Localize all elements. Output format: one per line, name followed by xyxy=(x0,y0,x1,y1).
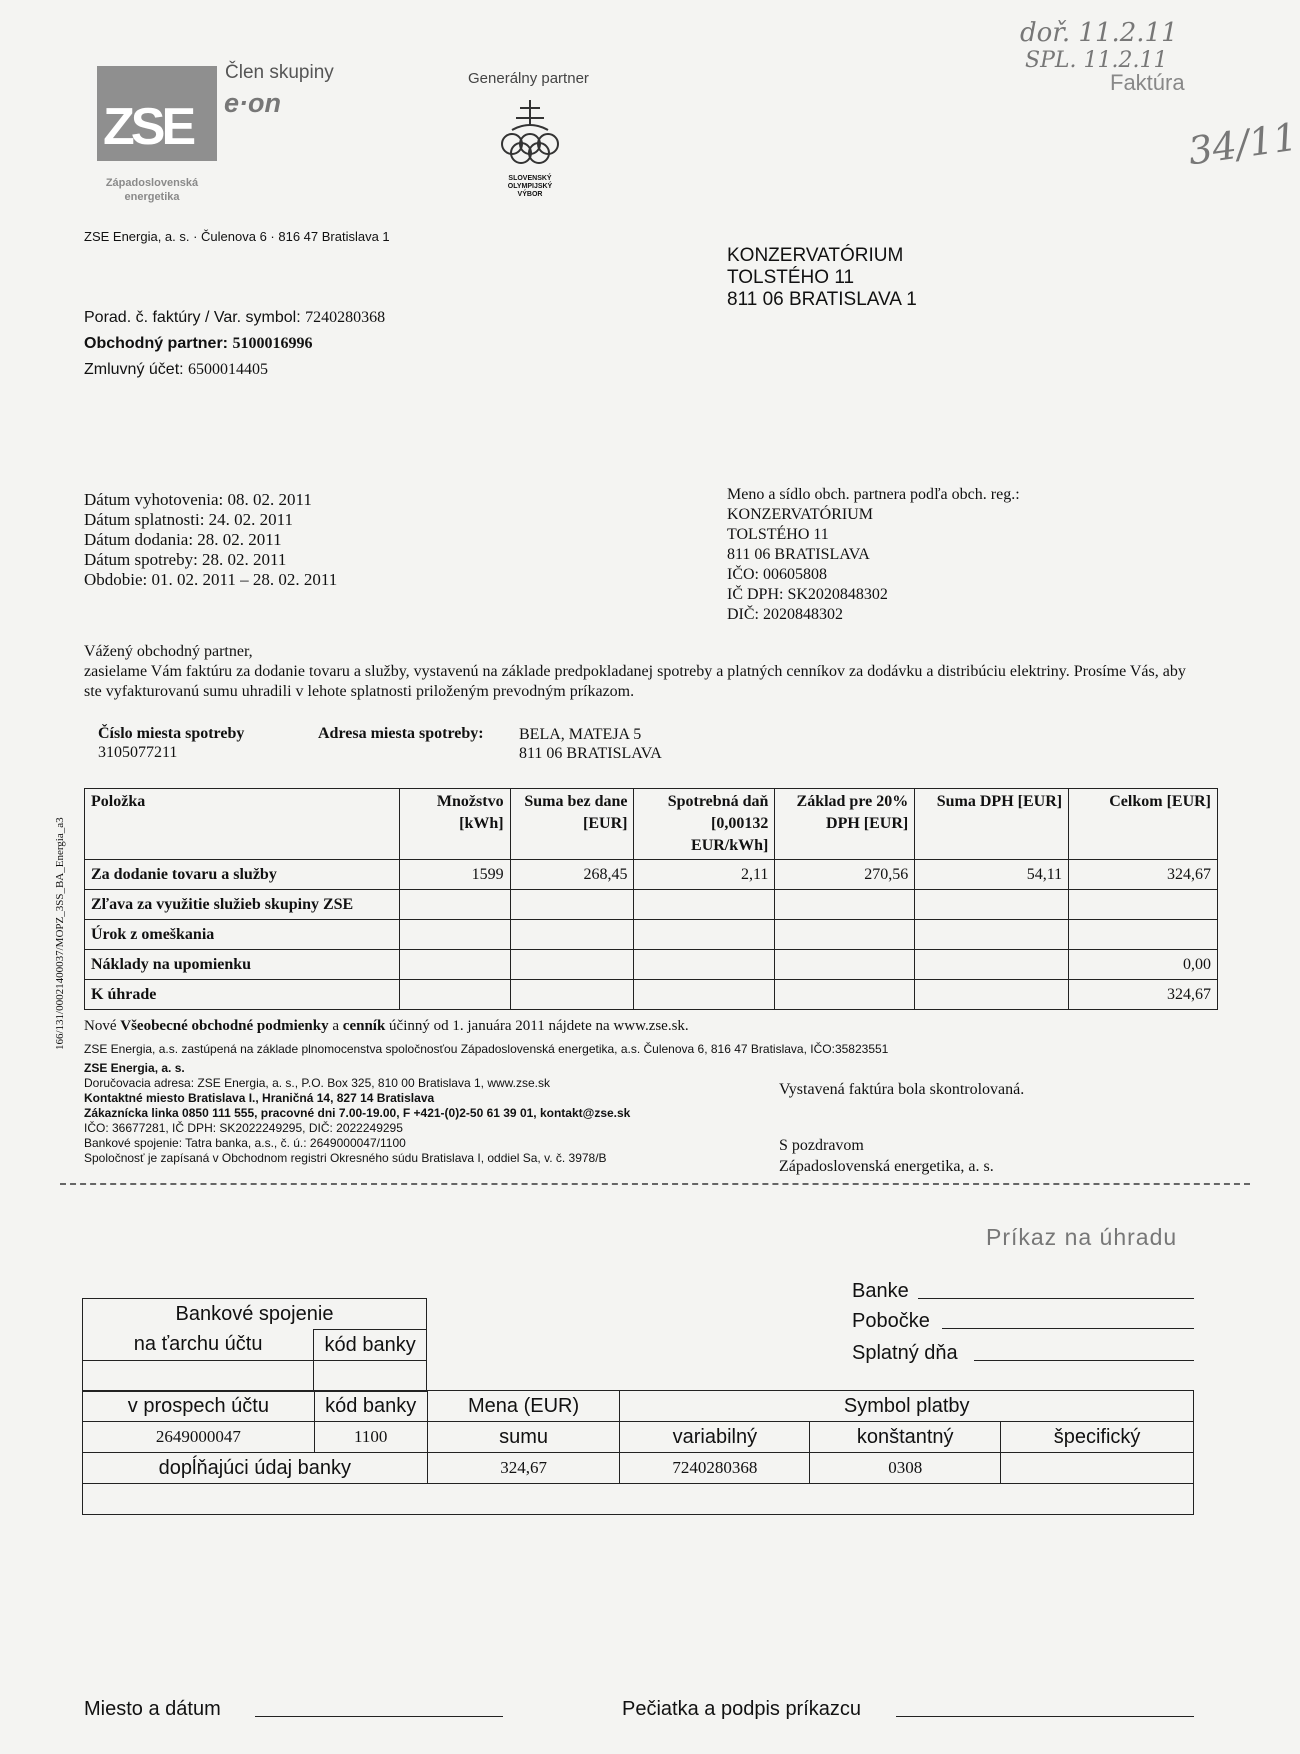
olympic-rings-icon xyxy=(490,98,570,168)
na-tarchu-label: na ťarchu účtu xyxy=(83,1330,314,1361)
specific-symbol-value[interactable] xyxy=(1001,1453,1194,1484)
smallprint-line2: ZSE Energia, a. s. xyxy=(84,1061,185,1075)
zse-logo-letters: ZSE xyxy=(103,98,193,156)
consumption-number-label: Číslo miesta spotreby xyxy=(98,725,245,742)
cell: 1599 xyxy=(399,860,510,890)
billing-period: Obdobie: 01. 02. 2011 – 28. 02. 2011 xyxy=(84,570,338,589)
invoice-items-table xyxy=(84,788,1218,1010)
cell xyxy=(634,980,775,1010)
debit-account-field[interactable] xyxy=(83,1361,314,1392)
smallprint-line1: ZSE Energia, a.s. zastúpená na základe plnomocenstva spoločnosťou Západoslovenská energetika, a.s. Čulenova 6, 816 47 Bratislava, IČO:35823551 xyxy=(84,1042,889,1056)
smallprint-line8: Spoločnosť je zapísaná v Obchodnom registri Okresného súdu Bratislava I, oddiel Sa, v. č. 3978/B xyxy=(84,1151,607,1165)
cell xyxy=(510,950,634,980)
account-label: Zmluvný účet: xyxy=(84,361,189,378)
debit-bank-code-field[interactable] xyxy=(314,1361,427,1392)
cell: 324,67 xyxy=(1069,860,1218,890)
payment-details-table xyxy=(82,1390,1194,1515)
zse-subtitle-line2: energetika xyxy=(124,191,180,203)
recipient-line2: TOLSTÉHO 11 xyxy=(727,267,855,288)
sov-line3: VÝBOR xyxy=(517,191,543,198)
smallprint-line3: Doručovacia adresa: ZSE Energia, a. s., P.O. Box 325, 810 00 Bratislava 1, www.zse.sk xyxy=(84,1076,551,1090)
sov-line2: OLYMPIJSKÝ xyxy=(507,183,553,190)
smallprint-line5: Zákaznícka linka 0850 111 555, pracovné dni 7.00-19.00, F +421-(0)2-50 61 39 01, kontakt@zse.sk xyxy=(84,1106,631,1120)
invoice-checked-note: Vystavená faktúra bola skontrolovaná. xyxy=(779,1081,1025,1098)
conditions-pre: Nové xyxy=(84,1018,121,1034)
credit-bank-code-value[interactable]: 1100 xyxy=(314,1422,427,1453)
table-row xyxy=(85,890,1218,920)
cell xyxy=(399,920,510,950)
partner-reg-icdph: IČ DPH: SK2020848302 xyxy=(727,586,888,603)
pobocke-line xyxy=(942,1328,1194,1329)
bank-extra-info-field[interactable] xyxy=(83,1484,1194,1515)
invoice-dates xyxy=(84,490,337,590)
recipient-address xyxy=(727,245,917,311)
cell xyxy=(510,980,634,1010)
col-mnozstvo: Množstvo [kWh] xyxy=(399,789,510,860)
consumption-address xyxy=(519,725,662,763)
table-row xyxy=(85,980,1218,1010)
invoice-number-value: 7240280368 xyxy=(305,309,386,326)
date-delivery: Dátum dodania: 28. 02. 2011 xyxy=(84,530,282,549)
banke-label: Banke xyxy=(852,1280,909,1302)
doplnujuci-udaj-label: dopĺňajúci údaj banky xyxy=(83,1453,428,1484)
cell xyxy=(634,920,775,950)
consumption-address-label: Adresa miesta spotreby: xyxy=(318,725,484,742)
handwritten-note-3: 34/11 xyxy=(1185,114,1300,174)
handwritten-note-2: SPL. 11.2.11 xyxy=(1025,48,1168,73)
handwritten-note-1: doř. 11.2.11 xyxy=(1020,18,1178,48)
col-suma-dph: Suma DPH [EUR] xyxy=(915,789,1069,860)
col-suma-bez-dane: Suma bez dane [EUR] xyxy=(510,789,634,860)
cell xyxy=(1069,920,1218,950)
peciatka-podpis-label: Pečiatka a podpis príkazcu xyxy=(622,1698,862,1720)
table-row xyxy=(85,860,1218,890)
account-row xyxy=(84,357,385,383)
cell: 270,56 xyxy=(775,860,915,890)
consumption-address-line2: 811 06 BRATISLAVA xyxy=(519,745,662,762)
conditions-mid: a xyxy=(328,1018,343,1034)
cell xyxy=(915,890,1069,920)
account-value: 6500014405 xyxy=(188,361,269,378)
tear-off-line xyxy=(60,1183,1250,1185)
specificky-label: špecifický xyxy=(1001,1422,1194,1453)
partner-reg-title: Meno a sídlo obch. partnera podľa obch. reg.: xyxy=(727,486,1020,503)
partner-reg-dic: DIČ: 2020848302 xyxy=(727,606,843,623)
col-polozka: Položka xyxy=(85,789,400,860)
cell xyxy=(915,980,1069,1010)
v-prospech-label: v prospech účtu xyxy=(83,1391,315,1422)
cell: Za dodanie tovaru a služby xyxy=(85,860,400,890)
cell: 2,11 xyxy=(634,860,775,890)
kod-banky-label-2: kód banky xyxy=(314,1391,427,1422)
table-header-row xyxy=(85,789,1218,860)
sender-address-line: ZSE Energia, a. s. · Čulenova 6 · 816 47 Bratislava 1 xyxy=(84,229,390,244)
cell xyxy=(399,980,510,1010)
splatny-label: Splatný dňa xyxy=(852,1342,958,1364)
regards-company: Západoslovenská energetika, a. s. xyxy=(779,1158,994,1175)
col-spotrebna-dan: Spotrebná daň [0,00132 EUR/kWh] xyxy=(634,789,775,860)
letter-body: zasielame Vám faktúru za dodanie tovaru a služby, vystavenú na základe predpokladanej spotreby a platných cenníkov za dodávku a distribúciu elektriny. Prosíme Vás, aby ste vyfakturovanú sumu uhradili v lehote splatnosti priloženým prevodným príkazom. xyxy=(84,663,1186,700)
smallprint-line7: Bankové spojenie: Tatra banka, a.s., č. ú.: 2649000047/1100 xyxy=(84,1136,406,1150)
cell xyxy=(1069,890,1218,920)
cell xyxy=(775,890,915,920)
constant-symbol-value[interactable]: 0308 xyxy=(810,1453,1001,1484)
partner-registration xyxy=(727,485,1020,625)
recipient-line1: KONZERVATÓRIUM xyxy=(727,245,904,266)
amount-value[interactable]: 324,67 xyxy=(427,1453,620,1484)
table-row xyxy=(85,950,1218,980)
col-celkom: Celkom [EUR] xyxy=(1069,789,1218,860)
conditions-bold2: cenník xyxy=(342,1018,386,1034)
miesto-datum-label: Miesto a dátum xyxy=(84,1698,221,1720)
variable-symbol-value[interactable]: 7240280368 xyxy=(620,1453,810,1484)
bank-account-box xyxy=(82,1298,427,1392)
cell xyxy=(634,950,775,980)
credit-account-value[interactable]: 2649000047 xyxy=(83,1422,315,1453)
smallprint-line4: Kontaktné miesto Bratislava I., Hraničná 14, 827 14 Bratislava xyxy=(84,1091,435,1105)
invoice-number-label: Porad. č. faktúry / Var. symbol: xyxy=(84,309,306,326)
cell xyxy=(399,890,510,920)
peciatka-podpis-line[interactable] xyxy=(896,1716,1194,1717)
regards-line: S pozdravom xyxy=(779,1137,864,1154)
cell: Náklady na upomienku xyxy=(85,950,400,980)
partner-reg-city: 811 06 BRATISLAVA xyxy=(727,546,870,563)
col-zaklad-dph: Základ pre 20% DPH [EUR] xyxy=(775,789,915,860)
partner-reg-street: TOLSTÉHO 11 xyxy=(727,526,829,543)
variabilny-label: variabilný xyxy=(620,1422,810,1453)
consumption-number xyxy=(98,725,244,762)
cell xyxy=(510,920,634,950)
company-smallprint xyxy=(84,1042,888,1166)
kod-banky-label-1: kód banky xyxy=(314,1330,427,1361)
partner-reg-name: KONZERVATÓRIUM xyxy=(727,506,873,523)
symbol-platby-label: Symbol platby xyxy=(620,1391,1194,1422)
splatny-line xyxy=(974,1360,1194,1361)
payment-order-title: Príkaz na úhradu xyxy=(986,1224,1178,1250)
invoice-number-row xyxy=(84,305,385,331)
zse-logo xyxy=(97,66,217,161)
date-due: Dátum splatnosti: 24. 02. 2011 xyxy=(84,510,294,529)
cell: K úhrade xyxy=(85,980,400,1010)
cell: 324,67 xyxy=(1069,980,1218,1010)
document-title: Faktúra xyxy=(1110,70,1185,95)
clen-skupiny-label: Člen skupiny xyxy=(225,62,334,83)
partner-label: Obchodný partner: xyxy=(84,335,233,352)
cell xyxy=(775,920,915,950)
cell: 54,11 xyxy=(915,860,1069,890)
cell xyxy=(915,950,1069,980)
cover-letter xyxy=(84,642,1194,702)
table-row xyxy=(85,920,1218,950)
partner-value: 5100016996 xyxy=(232,335,313,352)
sov-line1: SLOVENSKÝ xyxy=(508,175,552,182)
smallprint-line6: IČO: 36677281, IČ DPH: SK2022249295, DIČ: 2022249295 xyxy=(84,1121,403,1135)
partner-row xyxy=(84,331,385,357)
olympic-committee-logo xyxy=(490,98,570,198)
consumption-number-value: 3105077211 xyxy=(98,744,178,761)
date-issued: Dátum vyhotovenia: 08. 02. 2011 xyxy=(84,490,312,509)
conditions-bold: Všeobecné obchodné podmienky xyxy=(120,1018,329,1034)
letter-greeting: Vážený obchodný partner, xyxy=(84,643,253,660)
eon-logo: e·on xyxy=(224,88,281,118)
generalny-partner-label: Generálny partner xyxy=(468,70,589,87)
cell xyxy=(775,950,915,980)
cell xyxy=(775,980,915,1010)
closing-regards xyxy=(779,1135,994,1177)
miesto-datum-line[interactable] xyxy=(255,1716,503,1717)
invoice-references xyxy=(84,305,385,383)
partner-reg-ico: IČO: 00605808 xyxy=(727,566,827,583)
bankove-spojenie-label: Bankové spojenie xyxy=(83,1299,427,1330)
date-consumption: Dátum spotreby: 28. 02. 2011 xyxy=(84,550,287,569)
cell xyxy=(915,920,1069,950)
cell xyxy=(634,890,775,920)
cell: 268,45 xyxy=(510,860,634,890)
cell: Zľava za využitie služieb skupiny ZSE xyxy=(85,890,400,920)
konstantny-label: konštantný xyxy=(810,1422,1001,1453)
recipient-line3: 811 06 BRATISLAVA 1 xyxy=(727,289,917,310)
pobocke-label: Pobočke xyxy=(852,1310,930,1332)
cell xyxy=(399,950,510,980)
consumption-address-line1: BELA, MATEJA 5 xyxy=(519,726,642,743)
banke-line xyxy=(918,1298,1194,1299)
cell: 0,00 xyxy=(1069,950,1218,980)
sumu-label: sumu xyxy=(427,1422,620,1453)
cell xyxy=(510,890,634,920)
conditions-note xyxy=(84,1018,689,1035)
side-document-code: 166/131/00021400037/MOPZ_3SS_BA_Energia_a3 xyxy=(54,817,66,1050)
mena-label: Mena (EUR) xyxy=(427,1391,620,1422)
zse-subtitle-line1: Západoslovenská xyxy=(105,177,199,189)
zse-subtitle xyxy=(97,176,207,204)
conditions-post: účinný od 1. januára 2011 nájdete na www.zse.sk. xyxy=(385,1018,689,1034)
cell: Úrok z omeškania xyxy=(85,920,400,950)
